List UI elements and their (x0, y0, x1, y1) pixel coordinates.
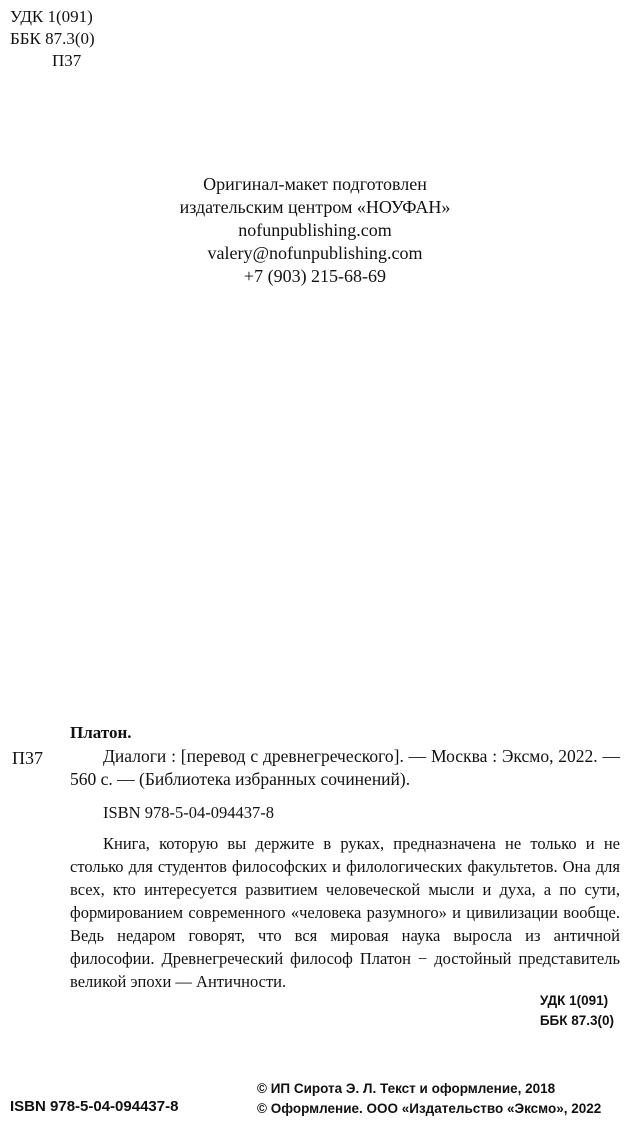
classification-block (10, 6, 95, 72)
footer-isbn: ISBN 978-5-04-094437-8 (10, 1098, 179, 1115)
publisher-phone: +7 (903) 215-68-69 (243, 266, 387, 286)
copyright-line-1: © ИП Сирота Э. Л. Текст и оформление, 2018 (257, 1081, 556, 1096)
footer-bbk: ББК 87.3(0) (539, 1013, 614, 1028)
publisher-info (0, 173, 630, 288)
annotation-text: Книга, которую вы держите в руках, предназначена не только и не столько для студентов философских и филологических факультетов. Она для всех, кто интересуется развитием человеческой мысли и духа, а по сути, формированием современного «человека разумного» и цивилизации вообще. Ведь недаром говорят, что вся мировая наука выросла из античной философии. Древнегреческий философ Платон − достойный представитель великой эпохи — Античности. (70, 834, 620, 991)
record-author: Платон. (70, 723, 132, 742)
annotation (70, 832, 620, 993)
publisher-line-1: Оригинал-макет подготовлен (203, 174, 427, 194)
publisher-line-2: издательским центром «НОУФАН» (179, 197, 451, 217)
udk-code: УДК 1(091) (10, 7, 93, 26)
copyright-block (257, 1079, 601, 1119)
classification-footer (540, 991, 614, 1031)
record-side-code: П37 (12, 748, 43, 768)
publisher-email: valery@nofunpublishing.com (207, 243, 423, 263)
author-code: П37 (52, 51, 82, 70)
record-title-description: Диалоги : [перевод с древнегреческого]. — Москва : Эксмо, 2022. — 560 с. — (Библиотека избранных сочинений). (70, 746, 620, 789)
publisher-website: nofunpublishing.com (238, 220, 392, 240)
copyright-line-2: © Оформление. ООО «Издательство «Эксмо», 2022 (257, 1101, 602, 1116)
bibliographic-record (70, 721, 620, 824)
footer-udk: УДК 1(091) (539, 993, 609, 1008)
record-isbn: ISBN 978-5-04-094437-8 (103, 803, 274, 822)
bbk-code: ББК 87.3(0) (10, 29, 95, 48)
